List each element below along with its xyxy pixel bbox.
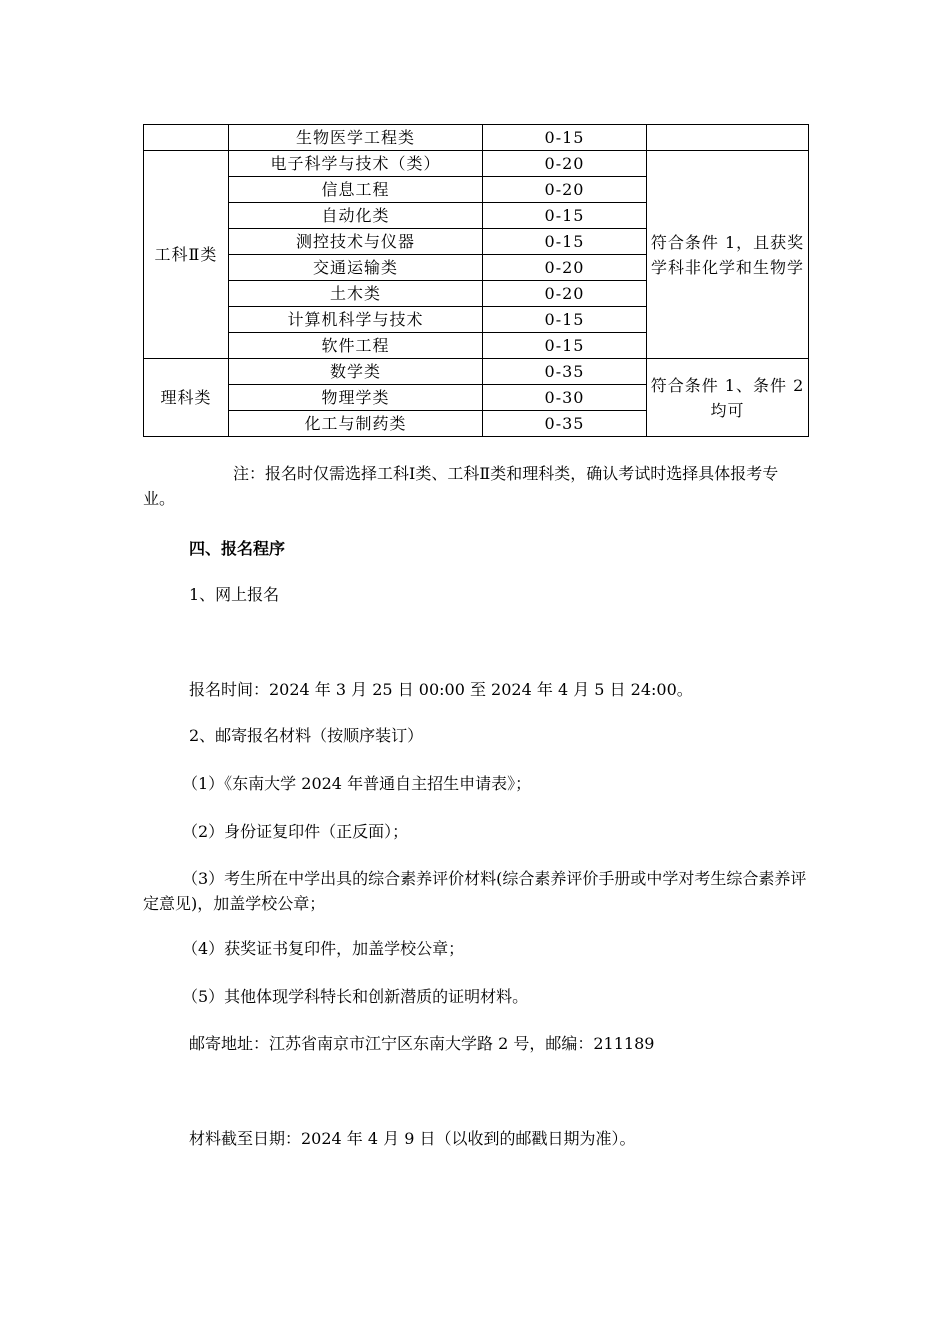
table-row: [144, 359, 809, 385]
major-cell: 软件工程: [229, 333, 483, 359]
table-note: 注：报名时仅需选择工科Ⅰ类、工科Ⅱ类和理科类，确认考试时选择具体报考专业。: [143, 464, 779, 508]
range-cell: 0-35: [483, 359, 647, 385]
materials-deadline: 材料截至日期：2024 年 4 月 9 日（以收到的邮戳日期为准）。: [189, 1129, 636, 1148]
major-cell: 信息工程: [229, 177, 483, 203]
range-cell: 0-15: [483, 229, 647, 255]
section-heading: 四、报名程序: [189, 539, 286, 558]
mailing-address: 邮寄地址：江苏省南京市江宁区东南大学路 2 号，邮编：211189: [189, 1034, 655, 1053]
major-cell: 自动化类: [229, 203, 483, 229]
condition-cell: 符合条件 1、条件 2 均可: [647, 359, 809, 437]
major-cell: 化工与制药类: [229, 411, 483, 437]
material-item: （4）获奖证书复印件，加盖学校公章；: [182, 939, 465, 958]
step-mail-materials: 2、邮寄报名材料（按顺序装订）: [189, 726, 424, 745]
table-row: [144, 125, 809, 151]
range-cell: 0-30: [483, 385, 647, 411]
registration-time: 报名时间：2024 年 3 月 25 日 00:00 至 2024 年 4 月 5 日 24:00。: [189, 680, 693, 699]
range-cell: 0-15: [483, 125, 647, 151]
range-cell: 0-20: [483, 281, 647, 307]
material-item: （1）《东南大学 2024 年普通自主招生申请表》；: [182, 774, 532, 793]
material-item: （5）其他体现学科特长和创新潜质的证明材料。: [182, 987, 529, 1006]
major-cell: 测控技术与仪器: [229, 229, 483, 255]
range-cell: 0-15: [483, 307, 647, 333]
major-cell: 生物医学工程类: [229, 125, 483, 151]
table-row: [144, 151, 809, 177]
condition-cell: [647, 125, 809, 151]
category-cell: 理科类: [144, 359, 229, 437]
major-cell: 物理学类: [229, 385, 483, 411]
range-cell: 0-15: [483, 203, 647, 229]
major-cell: 土木类: [229, 281, 483, 307]
step-online-registration: 1、网上报名: [189, 585, 280, 604]
material-item: （2）身份证复印件（正反面）；: [182, 822, 409, 841]
major-cell: 交通运输类: [229, 255, 483, 281]
condition-cell: 符合条件 1，且获奖学科非化学和生物学: [647, 151, 809, 359]
range-cell: 0-20: [483, 151, 647, 177]
range-cell: 0-20: [483, 255, 647, 281]
material-item: （3）考生所在中学出具的综合素养评价材料(综合素养评价手册或中学对考生综合素养评定意见)，加盖学校公章；: [143, 869, 807, 913]
range-cell: 0-15: [483, 333, 647, 359]
category-cell: [144, 125, 229, 151]
major-cell: 电子科学与技术（类）: [229, 151, 483, 177]
range-cell: 0-35: [483, 411, 647, 437]
category-cell: 工科Ⅱ类: [144, 151, 229, 359]
majors-table: [143, 124, 809, 437]
range-cell: 0-20: [483, 177, 647, 203]
major-cell: 数学类: [229, 359, 483, 385]
major-cell: 计算机科学与技术: [229, 307, 483, 333]
